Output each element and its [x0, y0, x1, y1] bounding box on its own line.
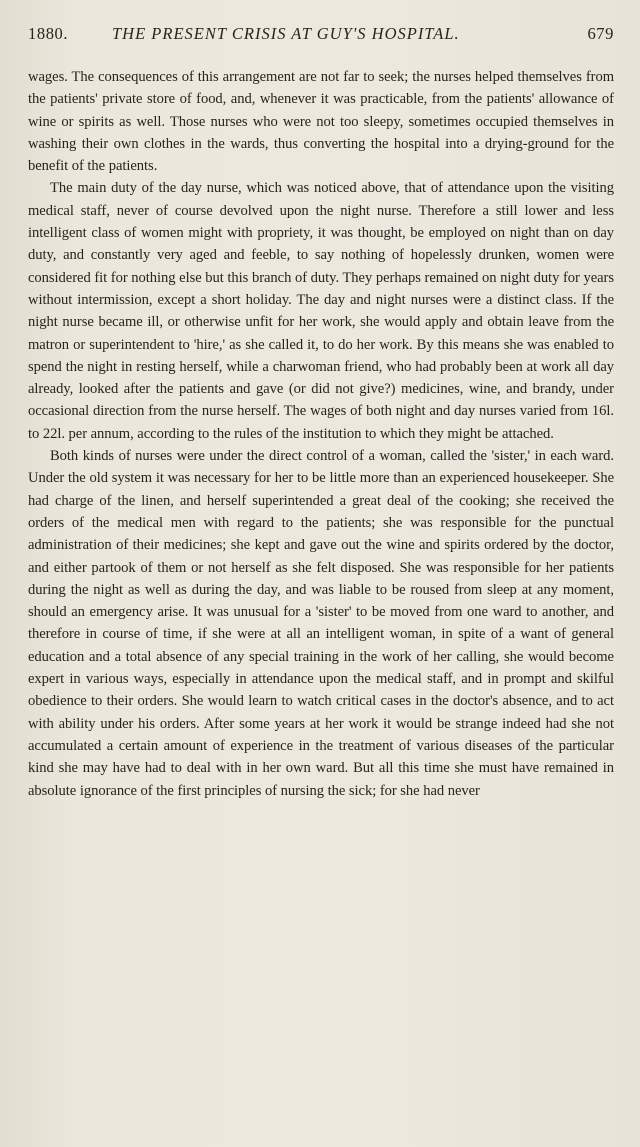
page-number: 679: [587, 24, 614, 43]
paragraph-continued: wages. The consequences of this arrangement are not far to seek; the nurses helped themselves from the patients' private store of food, and, whenever it was practicable, from the patients' allowance of wine or spirits as well. Those nurses who were not too sleepy, sometimes occupied themselves in washing their own clothes in the wards, thus converting the hospital into a drying-ground for the benefit of the patients.: [28, 69, 614, 175]
paragraph-night-nurse: The main duty of the day nurse, which was noticed above, that of attendance upon the visiting medical staff, never of course devolved upon the night nurse. Therefore a still lower and less intelligent class of women might with propriety, it was thought, be employed on night than on day duty, and constantly very aged and feeble, to say nothing of hopelessly drunken, women were considered fit for nothing else but this branch of duty. They perhaps remained on night duty for years without intermission, except a short holiday. The day and night nurses were a distinct class. If the night nurse became ill, or otherwise unfit for her work, she would apply and obtain leave from the matron or superintendent to 'hire,' as she called it, to do her work. By this means she was enabled to spend the night in resting herself, while a charwoman friend, who had probably been at work all day already, looked after the patients and gave (or did not give?) medicines, wine, and brandy, under occasional direction from the nurse herself. The wages of both night and day nurses varied from 16l. to 22l. per annum, according to the rules of the institution to which they might be attached.: [28, 180, 614, 442]
header-title: THE PRESENT CRISIS AT GUY'S HOSPITAL.: [112, 24, 460, 43]
body-text: [28, 66, 614, 802]
paragraph-sister: Both kinds of nurses were under the direct control of a woman, called the 'sister,' in each ward. Under the old system it was necessary for her to be little more than an experienced housekeeper. She had charge of the linen, and herself superintended a great deal of the cooking; she received the orders of the medical men with regard to the patients; she was responsible for the punctual administration of their medicines; she kept and gave out the wine and spirits ordered by the doctor, and either partook of them or not herself as she felt disposed. She was responsible for her patients during the night as well as during the day, and was liable to be roused from sleep at any moment, should an emergency arise. It was unusual for a 'sister' to be moved from one ward to another, and therefore in course of time, if she were at all an intelligent woman, in spite of a want of general education and a total absence of any special training in the work of her calling, she would become expert in various ways, especially in attendance upon the medical staff, and in prompt and skilful obedience to their orders. She would learn to watch critical cases in the doctor's absence, and to act with ability under his orders. After some years at her work it would be strange indeed had she not accumulated a certain amount of experience in the treatment of various diseases of the particular kind she may have had to deal with in her own ward. But all this time she must have remained in absolute ignorance of the first principles of nursing the sick; for she had never: [28, 448, 614, 799]
header-year: 1880.: [28, 24, 69, 43]
running-head: [28, 20, 614, 50]
